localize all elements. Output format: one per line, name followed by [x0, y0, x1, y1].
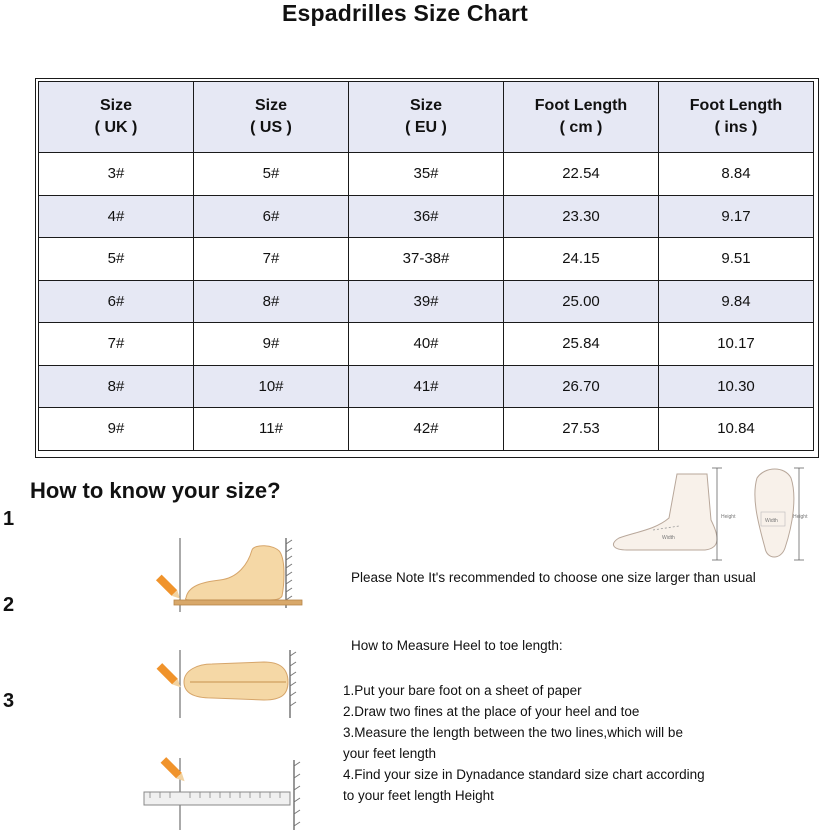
- cell-eu: 36#: [349, 195, 504, 238]
- table-row: [39, 280, 814, 323]
- foot-measurement-diagram: [607, 464, 819, 568]
- cell-cm: 22.54: [504, 153, 659, 196]
- header-size-us: Size ( US ): [194, 82, 349, 153]
- cell-eu: 37-38#: [349, 238, 504, 281]
- measure-heading: How to Measure Heel to toe length:: [351, 638, 563, 653]
- cell-ins: 9.51: [659, 238, 814, 281]
- cell-cm: 23.30: [504, 195, 659, 238]
- cell-eu: 35#: [349, 153, 504, 196]
- cell-uk: 7#: [39, 323, 194, 366]
- cell-us: 10#: [194, 365, 349, 408]
- cell-uk: 4#: [39, 195, 194, 238]
- header-size-eu: Size ( EU ): [349, 82, 504, 153]
- table-row: [39, 238, 814, 281]
- list-item: to your feet length Height: [343, 788, 494, 803]
- width-label-sole: Width: [765, 518, 778, 524]
- cell-cm: 27.53: [504, 408, 659, 451]
- cell-us: 8#: [194, 280, 349, 323]
- size-chart-table: [38, 81, 814, 451]
- list-item: 4.Find your size in Dynadance standard size chart according: [343, 767, 705, 782]
- header-foot-length-ins: Foot Length ( ins ): [659, 82, 814, 153]
- howto-heading: How to know your size?: [30, 478, 281, 503]
- size-note: Please Note It's recommended to choose one size larger than usual: [351, 570, 756, 585]
- table-row: [39, 365, 814, 408]
- table-row: [39, 323, 814, 366]
- cell-cm: 24.15: [504, 238, 659, 281]
- cell-cm: 26.70: [504, 365, 659, 408]
- table-row: [39, 408, 814, 451]
- step-number-2: 2: [3, 594, 15, 616]
- cell-uk: 8#: [39, 365, 194, 408]
- cell-ins: 9.84: [659, 280, 814, 323]
- list-item: 2.Draw two fines at the place of your heel and toe: [343, 704, 640, 719]
- cell-uk: 3#: [39, 153, 194, 196]
- list-item: your feet length: [343, 746, 437, 761]
- foot-on-paper-illustration: [150, 538, 310, 614]
- foot-top-view-illustration: [150, 648, 310, 720]
- cell-eu: 41#: [349, 365, 504, 408]
- height-label: Height: [721, 514, 736, 520]
- cell-ins: 10.17: [659, 323, 814, 366]
- ruler-illustration: [140, 754, 305, 832]
- list-item: 3.Measure the length between the two lines,which will be: [343, 725, 683, 740]
- cell-us: 5#: [194, 153, 349, 196]
- cell-uk: 5#: [39, 238, 194, 281]
- cell-eu: 39#: [349, 280, 504, 323]
- cell-cm: 25.00: [504, 280, 659, 323]
- measure-steps: [343, 680, 813, 806]
- table-header-row: [39, 82, 814, 153]
- page-title: Espadrilles Size Chart: [282, 0, 528, 26]
- cell-us: 11#: [194, 408, 349, 451]
- height-label-sole: Height: [793, 514, 808, 520]
- cell-ins: 10.30: [659, 365, 814, 408]
- header-size-uk: Size ( UK ): [39, 82, 194, 153]
- cell-ins: 8.84: [659, 153, 814, 196]
- table-row: [39, 195, 814, 238]
- list-item: 1.Put your bare foot on a sheet of paper: [343, 683, 582, 698]
- cell-cm: 25.84: [504, 323, 659, 366]
- table-row: [39, 153, 814, 196]
- width-label: Width: [662, 535, 675, 541]
- cell-us: 7#: [194, 238, 349, 281]
- header-foot-length-cm: Foot Length ( cm ): [504, 82, 659, 153]
- cell-us: 9#: [194, 323, 349, 366]
- cell-eu: 42#: [349, 408, 504, 451]
- cell-uk: 6#: [39, 280, 194, 323]
- cell-uk: 9#: [39, 408, 194, 451]
- cell-us: 6#: [194, 195, 349, 238]
- step-number-1: 1: [3, 508, 15, 530]
- step-number-3: 3: [3, 690, 15, 712]
- cell-ins: 9.17: [659, 195, 814, 238]
- cell-eu: 40#: [349, 323, 504, 366]
- cell-ins: 10.84: [659, 408, 814, 451]
